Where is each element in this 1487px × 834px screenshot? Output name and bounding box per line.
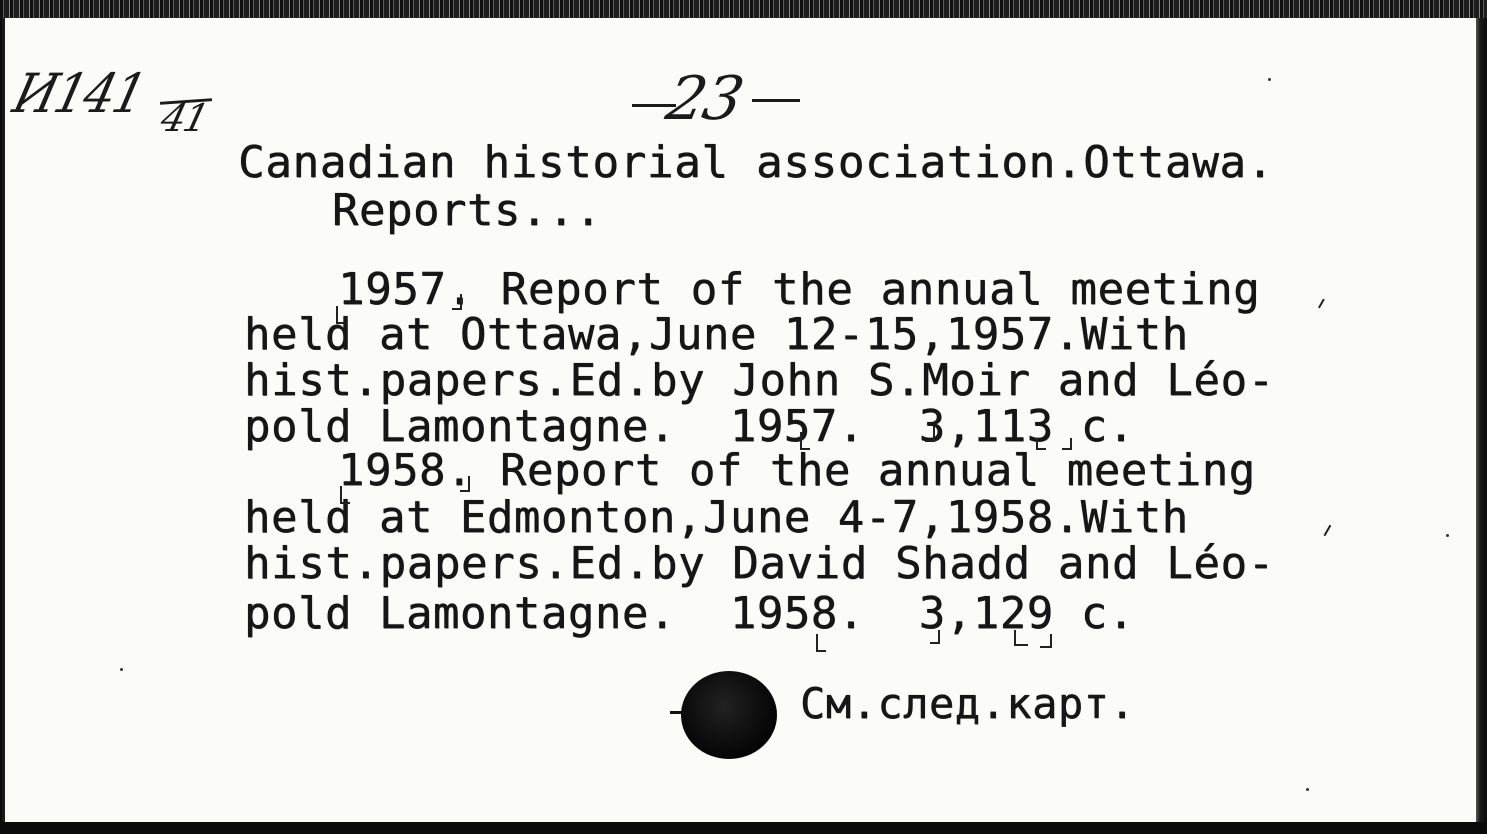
card-right-edge xyxy=(1476,18,1487,834)
entry-1958-line-4: pold Lamontagne. 1958. 3,129 c. xyxy=(244,588,1135,639)
bracket-1957-open xyxy=(336,306,346,324)
bracket-1958b-close xyxy=(930,630,940,644)
bracket-vol-1957-open xyxy=(1036,438,1046,450)
bracket-1957-close xyxy=(452,294,462,310)
dust-speck xyxy=(1268,78,1271,81)
bracket-1957b-open xyxy=(800,432,810,450)
punch-hole xyxy=(681,671,777,759)
bracket-1957b-close xyxy=(925,426,935,442)
bracket-vol-1958-close xyxy=(1040,634,1052,648)
card-heading: Canadian historial association.Ottawa. xyxy=(238,137,1274,188)
entry-1958-line-1: 1958. Report of the annual meeting xyxy=(338,445,1256,496)
shelfmark-sub: 41 xyxy=(156,96,212,140)
entry-1957-line-4: pold Lamontagne. 1957. 3,113 c. xyxy=(244,401,1135,452)
dust-speck xyxy=(1446,534,1449,537)
card-bottom-edge xyxy=(0,822,1487,834)
entry-1957-line-1: 1957. Report of the annual meeting xyxy=(338,264,1261,315)
see-next-card: См.след.карт. xyxy=(800,679,1136,728)
shelfmark: И141 xyxy=(7,62,151,125)
bracket-1958b-open xyxy=(816,634,826,652)
entry-1957-line-3: hist.papers.Ed.by John S.Moir and Léo- xyxy=(244,355,1275,406)
card-number-dash-right xyxy=(752,99,800,102)
dust-speck xyxy=(1306,788,1309,791)
entry-1958-line-2: held at Edmonton,June 4-7,1958.With xyxy=(244,492,1189,543)
bracket-vol-1958-open xyxy=(1014,630,1028,646)
bracket-1958-open xyxy=(340,486,350,504)
entry-1957-line-2: held at Ottawa,June 12-15,1957.With xyxy=(244,309,1189,360)
entry-1958-line-3: hist.papers.Ed.by David Shadd and Léo- xyxy=(244,538,1275,589)
bracket-vol-1957-close xyxy=(1062,438,1072,450)
bracket-1958-close xyxy=(460,476,470,492)
card-subheading: Reports... xyxy=(332,185,602,236)
card-number: 23 xyxy=(660,64,748,134)
scan-top-strip xyxy=(0,0,1487,20)
dust-speck xyxy=(120,668,123,671)
